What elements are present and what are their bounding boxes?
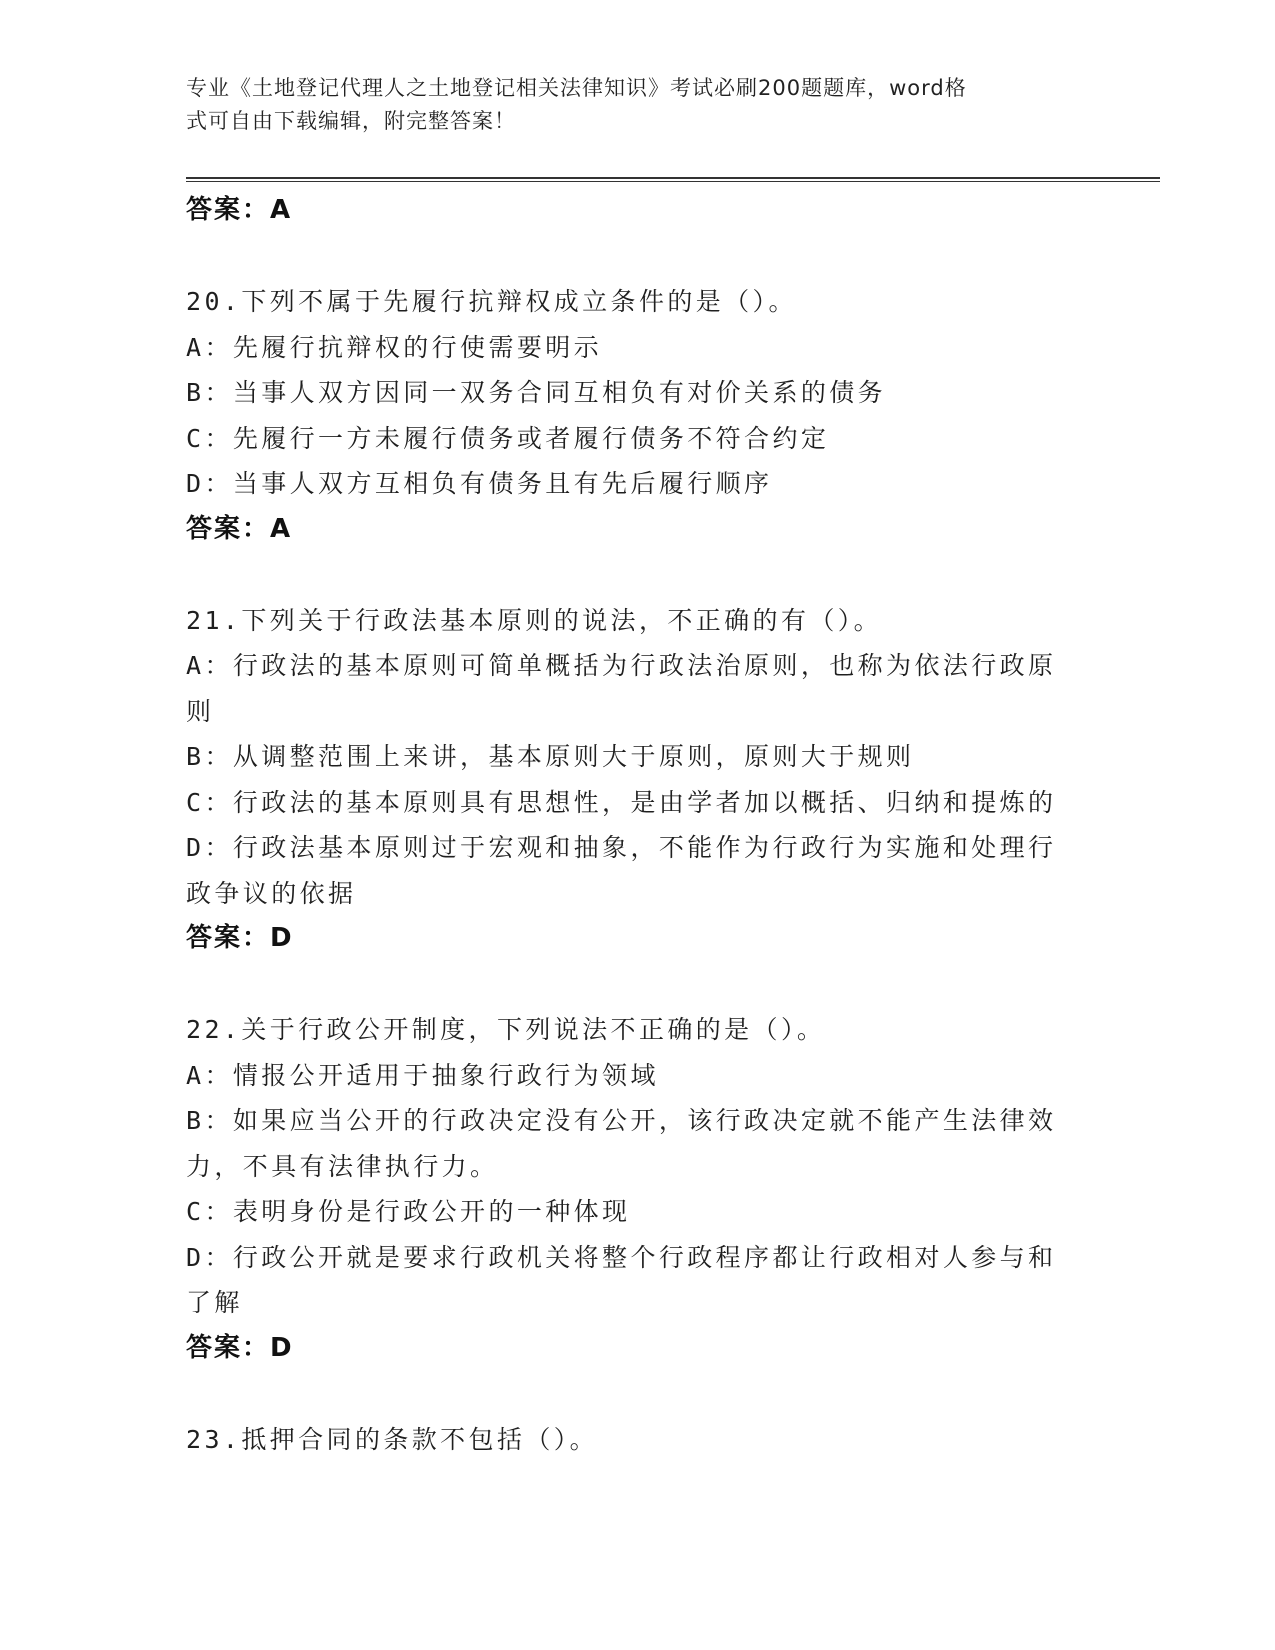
- spacer: [186, 962, 1066, 1008]
- answer: 答案：D: [186, 1332, 294, 1363]
- option-b-continued: 力，不具有法律执行力。: [186, 1151, 499, 1181]
- spacer: [186, 234, 1066, 280]
- spacer: [186, 552, 1066, 598]
- option-d: D：行政公开就是要求行政机关将整个行政程序都让行政相对人参与和: [186, 1242, 1057, 1272]
- question-23: [186, 1417, 1066, 1463]
- option-a: A：情报公开适用于抽象行政行为领域: [186, 1060, 659, 1090]
- question-21: [186, 598, 1066, 962]
- question-stem: 23.抵押合同的条款不包括（）。: [186, 1424, 599, 1454]
- question-stem: 22.关于行政公开制度，下列说法不正确的是（）。: [186, 1015, 826, 1044]
- header-line-1: 专业《土地登记代理人之土地登记相关法律知识》考试必刷200题题库，word格: [186, 76, 967, 100]
- spacer: [186, 1371, 1066, 1417]
- header-divider: [186, 177, 1160, 182]
- question-20: [186, 279, 1066, 552]
- answer: 答案：D: [186, 923, 294, 953]
- option-c: C：先履行一方未履行债务或者履行债务不符合约定: [186, 423, 830, 453]
- question-list: [186, 188, 1066, 1462]
- option-d-continued: 政争议的依据: [186, 878, 357, 908]
- document-header: [186, 72, 1066, 138]
- answer-19: 答案：A: [186, 195, 293, 225]
- option-b: B：如果应当公开的行政决定没有公开，该行政决定就不能产生法律效: [186, 1106, 1057, 1135]
- option-b: B：当事人双方因同一双务合同互相负有对价关系的债务: [186, 378, 887, 407]
- option-a: A：行政法的基本原则可简单概括为行政法治原则，也称为依法行政原: [186, 651, 1057, 680]
- question-22: [186, 1007, 1066, 1371]
- option-a-continued: 则: [186, 696, 215, 726]
- option-d: D：行政法基本原则过于宏观和抽象，不能作为行政行为实施和处理行: [186, 833, 1057, 862]
- option-b: B：从调整范围上来讲，基本原则大于原则，原则大于规则: [186, 742, 915, 771]
- question-stem: 21.下列关于行政法基本原则的说法，不正确的有（）。: [186, 605, 883, 635]
- header-line-2: 式可自由下载编辑，附完整答案！: [186, 109, 516, 133]
- option-d: D：当事人双方互相负有债务且有先后履行顺序: [186, 469, 773, 498]
- option-c: C：行政法的基本原则具有思想性，是由学者加以概括、归纳和提炼的: [186, 787, 1057, 817]
- option-a: A：先履行抗辩权的行使需要明示: [186, 332, 603, 362]
- option-c: C：表明身份是行政公开的一种体现: [186, 1197, 631, 1226]
- answer: 答案：A: [186, 513, 293, 544]
- option-d-continued: 了解: [186, 1288, 243, 1317]
- question-stem: 20.下列不属于先履行抗辩权成立条件的是（）。: [186, 287, 797, 316]
